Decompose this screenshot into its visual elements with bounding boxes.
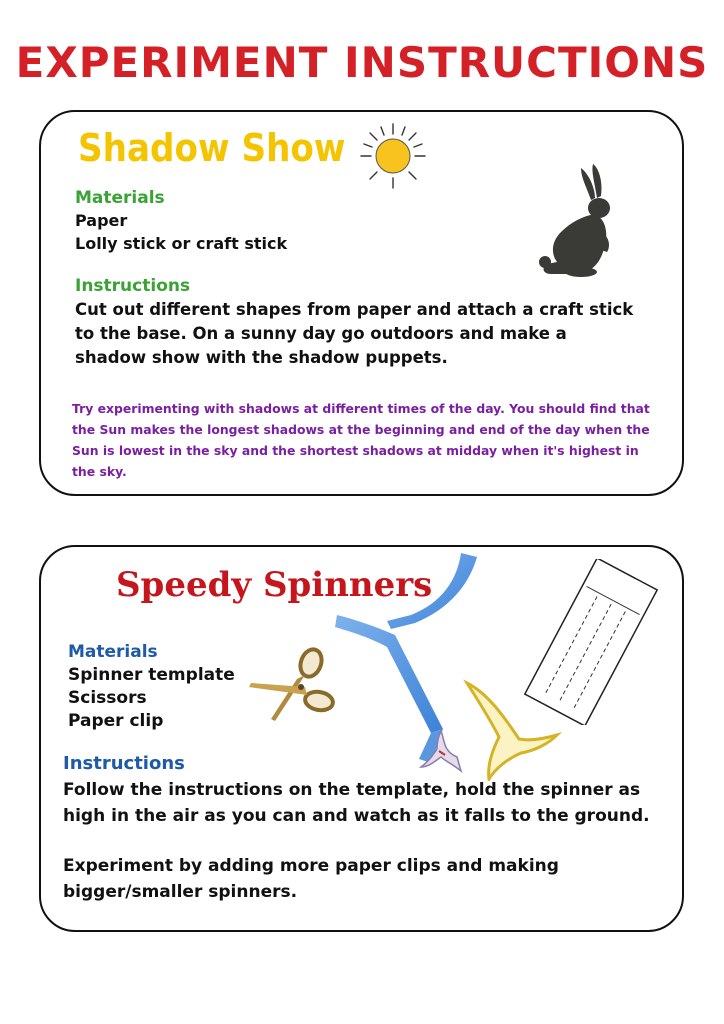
shadow-show-title: Shadow Show [78,126,346,170]
spinner-extra-text: Experiment by adding more paper clips and making bigger/smaller spinners. [63,856,559,902]
page-title: EXPERIMENT INSTRUCTIONS [15,38,709,87]
list-item: Lolly stick or craft stick [75,234,288,253]
list-item: Scissors [68,688,147,708]
scissors-icon [245,643,337,729]
sun-icon [357,120,429,192]
shadow-show-card [39,110,684,496]
shadow-materials-label: Materials [75,188,165,208]
speedy-spinners-card [39,545,684,932]
shadow-instructions-text: Cut out different shapes from paper and attach a craft stick to the base. On a sunny day go outdoors and make a shadow show with the shadow puppets. [75,300,634,367]
spinner-instructions-label: Instructions [63,753,185,774]
shadow-instructions-label: Instructions [75,276,191,296]
spinner-materials-list [68,664,235,733]
shadow-note-text: Try experimenting with shadows at different times of the day. You should find that the Sun makes the longest shadows at the beginning and end of the day when the Sun is lowest in the sky and the shortest shadows at midday when it's highest in the sky. [72,401,650,479]
list-item: Paper [75,211,128,230]
list-item: Paper clip [68,711,164,731]
spinner-instructions-text: Follow the instructions on the template, hold the spinner as high in the air as you can and watch as it falls to the ground. [63,780,650,826]
spinner-template-icon [521,559,661,725]
rabbit-silhouette-icon [537,162,627,280]
speedy-spinners-title: Speedy Spinners [116,565,433,605]
spinner-materials-label: Materials [68,642,158,662]
shadow-materials-list [75,209,287,255]
small-spinner-icon [417,727,467,777]
list-item: Spinner template [68,665,235,685]
